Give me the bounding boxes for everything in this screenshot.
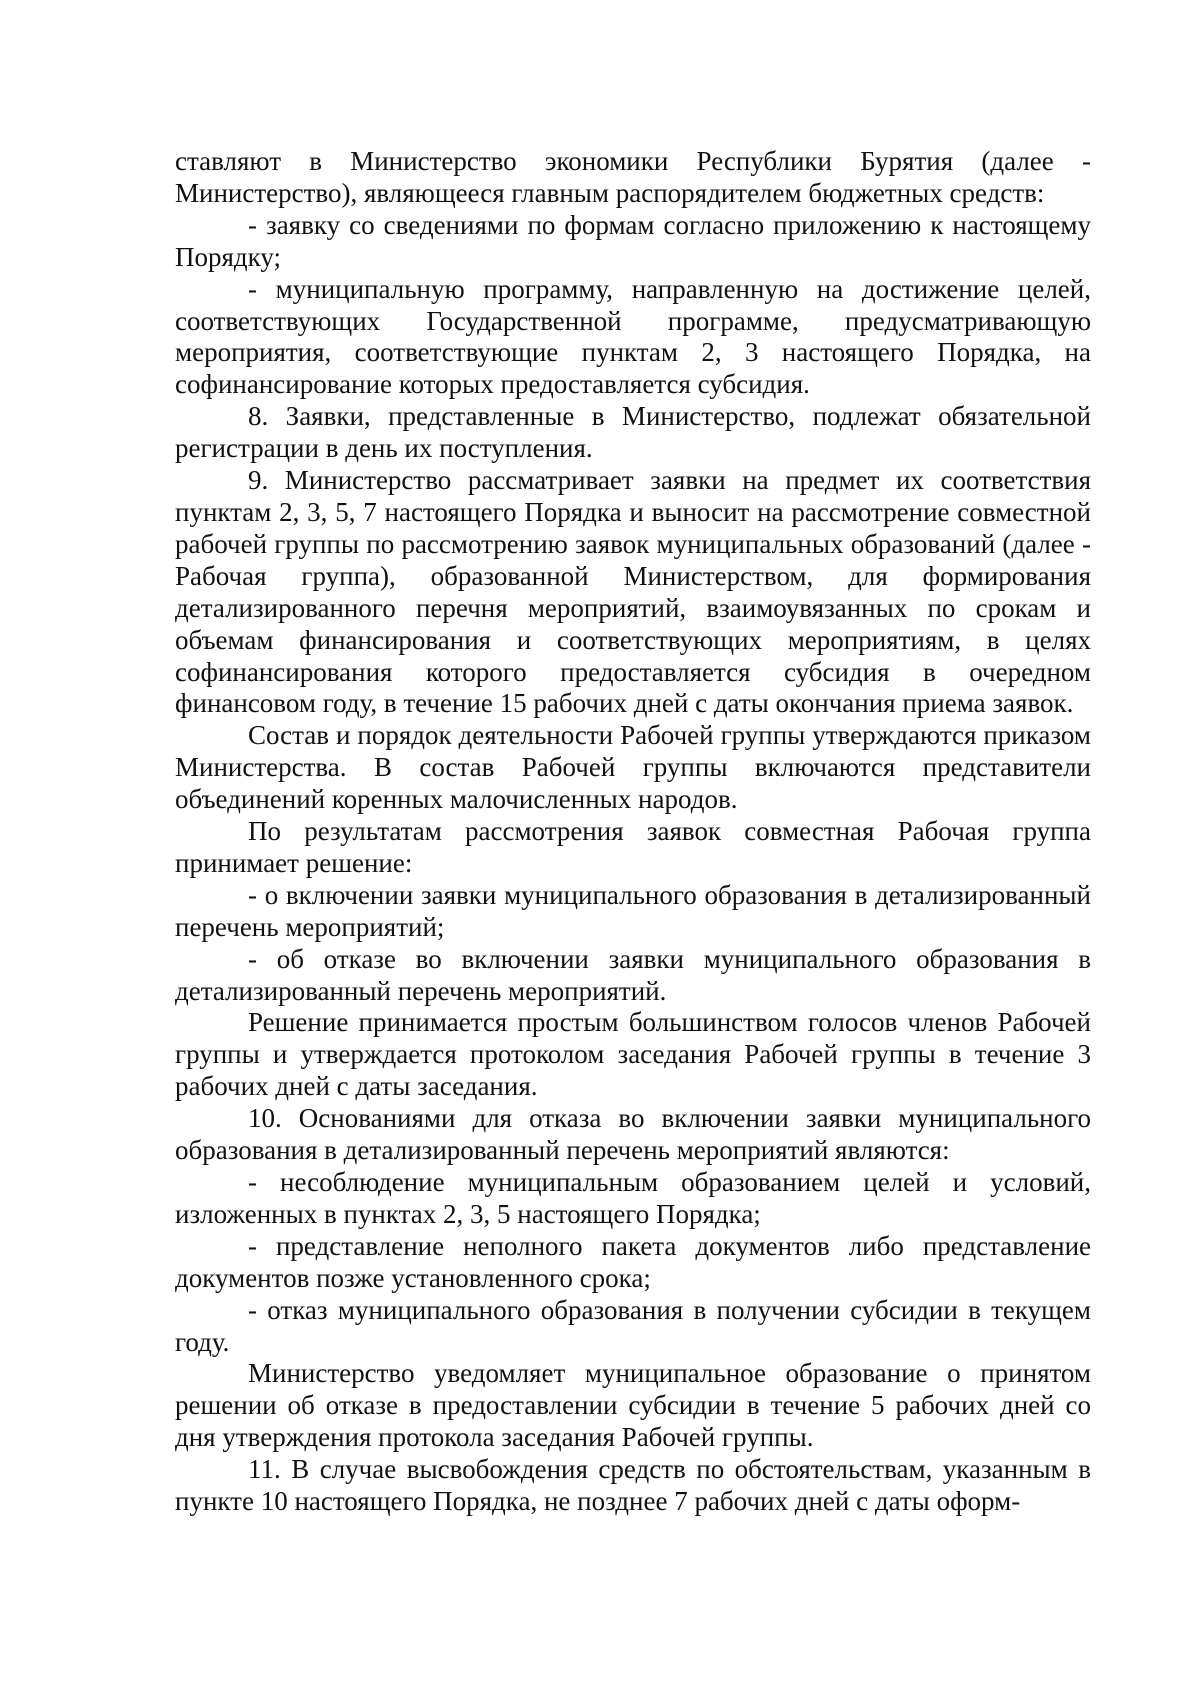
list-item-refusal: - об отказе во включении заявки муниципального образования в детализированный перечень мероприятий. [175, 943, 1091, 1006]
paragraph-item-8: 8. Заявки, представленные в Министерство, подлежат обязательной регистрации в день их поступления. [175, 401, 1091, 464]
list-item-incomplete-documents: - представление неполного пакета документов либо представление документов позже установленного срока; [175, 1230, 1091, 1293]
paragraph-item-10: 10. Основаниями для отказа во включении заявки муниципального образования в детализированный перечень мероприятий являются: [175, 1103, 1091, 1166]
list-item-application: - заявку со сведениями по формам согласно приложению к настоящему Порядку; [175, 209, 1091, 272]
paragraph-item-9: 9. Министерство рассматривает заявки на предмет их соответствия пунктам 2, 3, 5, 7 настоящего Порядка и выносит на рассмотрение совместной рабочей группы по рассмотрению заявок муниципальных образований (далее - Рабочая группа), образованной Министерством, для формирования детализированного перечня мероприятий, взаимоувязанных по срокам и объемам финансирования и соответствующих мероприятиям, в целях софинансирования которого предоставляется субсидия в очередном финансовом году, в течение 15 рабочих дней с даты окончания приема заявок. [175, 465, 1091, 719]
document-body [175, 146, 1091, 1518]
list-item-inclusion: - о включении заявки муниципального образования в детализированный перечень мероприятий; [175, 879, 1091, 942]
paragraph-notification: Министерство уведомляет муниципальное образование о принятом решении об отказе в предоставлении субсидии в течение 5 рабочих дней со дня утверждения протокола заседания Рабочей группы. [175, 1358, 1091, 1453]
paragraph-item-11: 11. В случае высвобождения средств по обстоятельствам, указанным в пункте 10 настоящего Порядка, не позднее 7 рабочих дней с даты оформ- [175, 1454, 1091, 1517]
paragraph-decision: Решение принимается простым большинством голосов членов Рабочей группы и утверждается протоколом заседания Рабочей группы в течение 3 рабочих дней с даты заседания. [175, 1007, 1091, 1102]
paragraph-continuation: ставляют в Министерство экономики Республики Бурятия (далее - Министерство), являющееся главным распорядителем бюджетных средств: [175, 146, 1091, 208]
paragraph-working-group-composition: Состав и порядок деятельности Рабочей группы утверждаются приказом Министерства. В состав Рабочей группы включаются представители объединений коренных малочисленных народов. [175, 720, 1091, 815]
list-item-noncompliance: - несоблюдение муниципальным образованием целей и условий, изложенных в пунктах 2, 3, 5 настоящего Порядка; [175, 1167, 1091, 1229]
list-item-municipal-program: - муниципальную программу, направленную на достижение целей, соответствующих Государственной программе, предусматривающую мероприятия, соответствующие пунктам 2, 3 настоящего Порядка, на софинансирование которых предоставляется субсидия. [175, 273, 1091, 400]
list-item-subsidy-refusal: - отказ муниципального образования в получении субсидии в текущем году. [175, 1294, 1091, 1357]
paragraph-review-results: По результатам рассмотрения заявок совместная Рабочая группа принимает решение: [175, 816, 1091, 878]
